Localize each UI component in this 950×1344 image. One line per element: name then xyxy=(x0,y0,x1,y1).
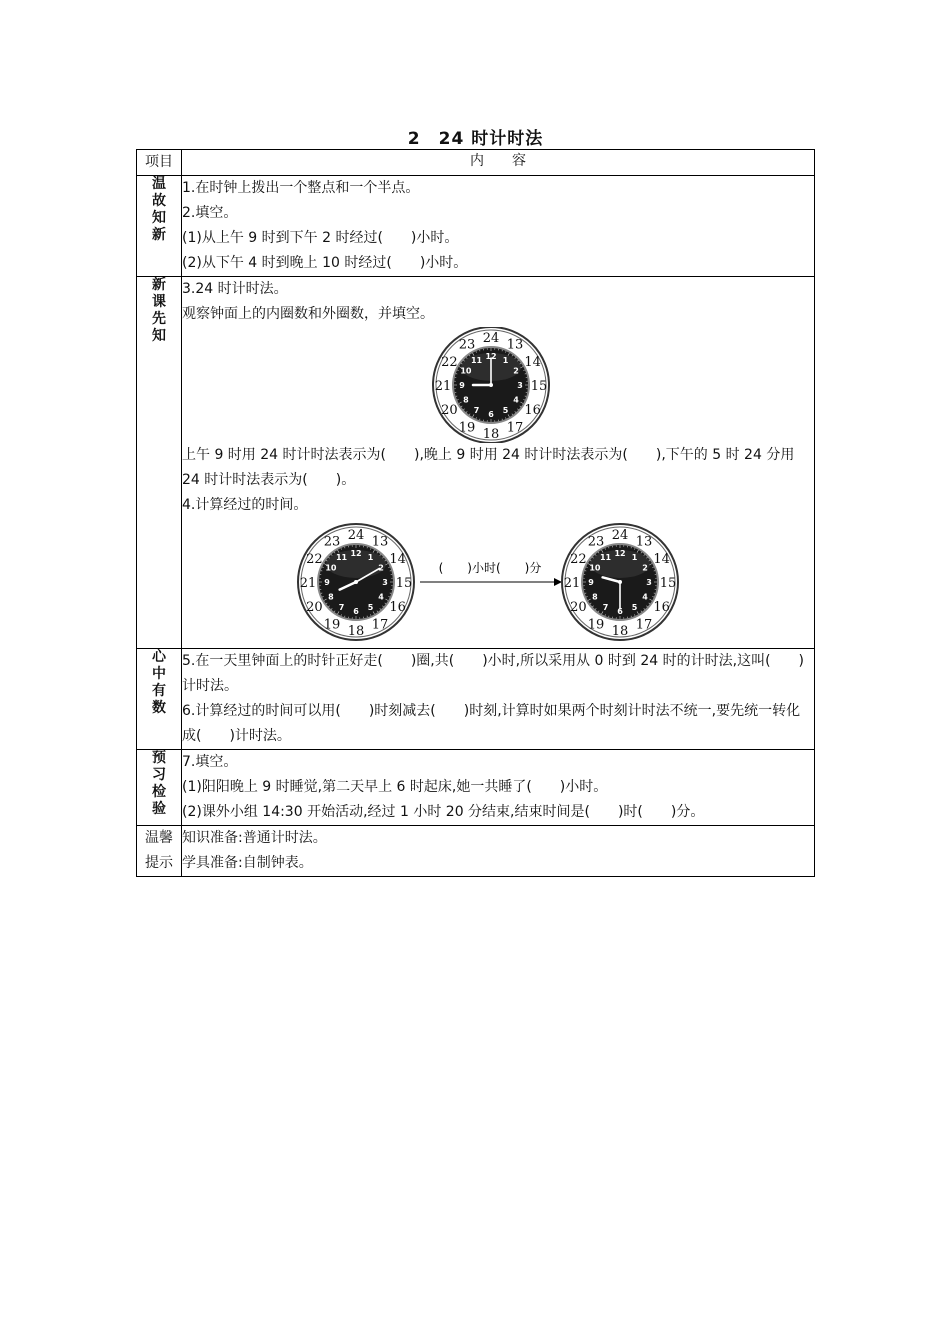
clock-inner-number: 7 xyxy=(602,603,609,613)
section-content xyxy=(182,277,815,649)
clock-inner-number: 3 xyxy=(517,381,523,390)
clock-inner-number: 2 xyxy=(642,563,648,573)
section-label: 新课先知 xyxy=(137,277,182,649)
clock-outer-number: 23 xyxy=(458,337,476,353)
text-line: 知识准备:普通计时法。 xyxy=(182,830,327,846)
section-content xyxy=(182,176,815,277)
header-content: 内 容 xyxy=(182,150,815,176)
clock-inner-number: 5 xyxy=(631,603,638,613)
clock-inner-number: 11 xyxy=(599,552,612,562)
clock-outer-number: 21 xyxy=(563,576,581,591)
clock-outer-number: 24 xyxy=(347,528,365,543)
clock-outer-number: 21 xyxy=(299,576,317,591)
text-line: 7.填空。 xyxy=(182,754,238,770)
arrow-label: ( )小时( )分 xyxy=(438,561,542,575)
clock-end-icon xyxy=(562,524,678,640)
clock-outer-number: 19 xyxy=(458,420,476,436)
clock-inner-number: 8 xyxy=(592,592,598,602)
clock-outer-number: 16 xyxy=(389,600,406,615)
clock-outer-number: 20 xyxy=(306,600,323,615)
clock-outer-number: 23 xyxy=(323,534,341,550)
header-row xyxy=(137,150,815,176)
clock-24h-icon xyxy=(411,327,571,443)
clock-outer-number: 14 xyxy=(389,552,406,567)
section-preview-check xyxy=(137,750,815,826)
section-content xyxy=(182,750,815,826)
clock-inner-number: 1 xyxy=(502,355,509,365)
clock-inner-number: 10 xyxy=(460,366,472,376)
clock-start-icon xyxy=(298,524,414,640)
clock-outer-number: 13 xyxy=(506,337,524,353)
clock-outer-number: 20 xyxy=(570,600,587,615)
clock-outer-number: 17 xyxy=(635,617,653,633)
clock-inner-number: 4 xyxy=(378,592,384,602)
clock-outer-number: 18 xyxy=(482,427,500,442)
section-summary xyxy=(137,649,815,750)
elapsed-time-figure xyxy=(292,518,692,648)
lesson-table xyxy=(136,149,815,877)
clock-inner-number: 9 xyxy=(324,578,330,587)
clock-inner-number: 9 xyxy=(459,381,465,390)
clock-outer-number: 19 xyxy=(323,617,341,633)
clock-outer-number: 21 xyxy=(434,379,452,394)
clock-inner-number: 12 xyxy=(485,352,497,361)
text-line: (2)从下午 4 时到晚上 10 时经过( )小时。 xyxy=(182,255,468,271)
clock-outer-number: 16 xyxy=(653,600,670,615)
clock-outer-number: 17 xyxy=(506,420,524,436)
clock-inner-number: 1 xyxy=(631,552,638,562)
clock-outer-number: 15 xyxy=(530,379,548,394)
text-paragraph: 5.在一天里钟面上的时针正好走( )圈,共( )小时,所以采用从 0 时到 24 时的计时法,这叫( )计时法。 xyxy=(182,653,804,694)
figure-single-clock xyxy=(182,327,814,443)
section-label: 预习检验 xyxy=(137,750,182,826)
clock-inner-number: 12 xyxy=(350,549,362,558)
clock-inner-number: 5 xyxy=(502,406,509,416)
clock-inner-number: 4 xyxy=(642,592,648,602)
clock-outer-number: 16 xyxy=(524,403,541,418)
clock-inner-number: 11 xyxy=(470,355,483,365)
clock-inner-number: 11 xyxy=(335,552,348,562)
clock-outer-number: 15 xyxy=(659,576,677,591)
arrow-head-icon xyxy=(554,578,562,586)
clock-outer-number: 20 xyxy=(441,403,458,418)
clock-outer-number: 13 xyxy=(371,534,389,550)
clock-inner-number: 7 xyxy=(338,603,345,613)
clock-inner-number: 3 xyxy=(646,578,652,587)
section-content xyxy=(182,826,815,877)
clock-inner-number: 6 xyxy=(353,607,359,616)
clock-outer-number: 22 xyxy=(570,552,587,567)
section-tips xyxy=(137,826,815,877)
clock-outer-number: 15 xyxy=(395,576,413,591)
clock-outer-number: 23 xyxy=(587,534,605,550)
text-line: 4.计算经过的时间。 xyxy=(182,497,308,513)
clock-outer-number: 18 xyxy=(347,624,365,639)
clock-inner-number: 6 xyxy=(617,607,623,616)
text-line: 3.24 时计时法。 xyxy=(182,281,288,297)
clock-outer-number: 24 xyxy=(482,331,500,346)
page-title: 2 24 时计时法 xyxy=(407,129,544,149)
clock-inner-number: 10 xyxy=(589,563,601,573)
clock-inner-number: 12 xyxy=(614,549,626,558)
text-line: 学具准备:自制钟表。 xyxy=(182,855,313,871)
section-review xyxy=(137,176,815,277)
clock-inner-number: 1 xyxy=(367,552,374,562)
section-content xyxy=(182,649,815,750)
clock-outer-number: 24 xyxy=(611,528,629,543)
clock-outer-number: 22 xyxy=(306,552,323,567)
figure-elapsed-time xyxy=(182,518,814,648)
text-paragraph: 上午 9 时用 24 时计时法表示为( ),晚上 9 时用 24 时计时法表示为( ),下午的 5 时 24 分用 24 时计时法表示为( )。 xyxy=(182,447,795,488)
clock-inner-number: 4 xyxy=(513,395,519,405)
text-paragraph: 6.计算经过的时间可以用( )时刻减去( )时刻,计算时如果两个时刻计时法不统一,要先统一转化成( )计时法。 xyxy=(182,703,801,744)
text-line: (1)从上午 9 时到下午 2 时经过( )小时。 xyxy=(182,230,459,246)
text-line: 2.填空。 xyxy=(182,205,238,221)
clock-inner-number: 2 xyxy=(378,563,384,573)
clock-inner-number: 8 xyxy=(328,592,334,602)
clock-outer-number: 13 xyxy=(635,534,653,550)
text-line: 1.在时钟上拨出一个整点和一个半点。 xyxy=(182,180,420,196)
clock-outer-number: 19 xyxy=(587,617,605,633)
clock-outer-number: 14 xyxy=(653,552,670,567)
section-new-lesson xyxy=(137,277,815,649)
clock-inner-number: 8 xyxy=(463,395,469,405)
clock-inner-number: 6 xyxy=(488,410,494,419)
clock-inner-number: 10 xyxy=(325,563,337,573)
text-line: 观察钟面上的内圈数和外圈数，并填空。 xyxy=(182,306,434,322)
clock-outer-number: 18 xyxy=(611,624,629,639)
section-label: 温故知新 xyxy=(137,176,182,277)
clock-inner-number: 3 xyxy=(382,578,388,587)
section-label: 心中有数 xyxy=(137,649,182,750)
clock-outer-number: 17 xyxy=(371,617,389,633)
clock-outer-number: 14 xyxy=(524,355,541,370)
clock-inner-number: 5 xyxy=(367,603,374,613)
text-line: (1)阳阳晚上 9 时睡觉,第二天早上 6 时起床,她一共睡了( )小时。 xyxy=(182,779,608,795)
clock-inner-number: 9 xyxy=(588,578,594,587)
section-label: 温馨 提示 xyxy=(137,826,182,877)
clock-outer-number: 22 xyxy=(441,355,458,370)
clock-inner-number: 2 xyxy=(513,366,519,376)
text-line: (2)课外小组 14:30 开始活动,经过 1 小时 20 分结束,结束时间是( )时( )分。 xyxy=(182,804,705,820)
clock-inner-number: 7 xyxy=(473,406,480,416)
header-project: 项目 xyxy=(137,150,182,176)
